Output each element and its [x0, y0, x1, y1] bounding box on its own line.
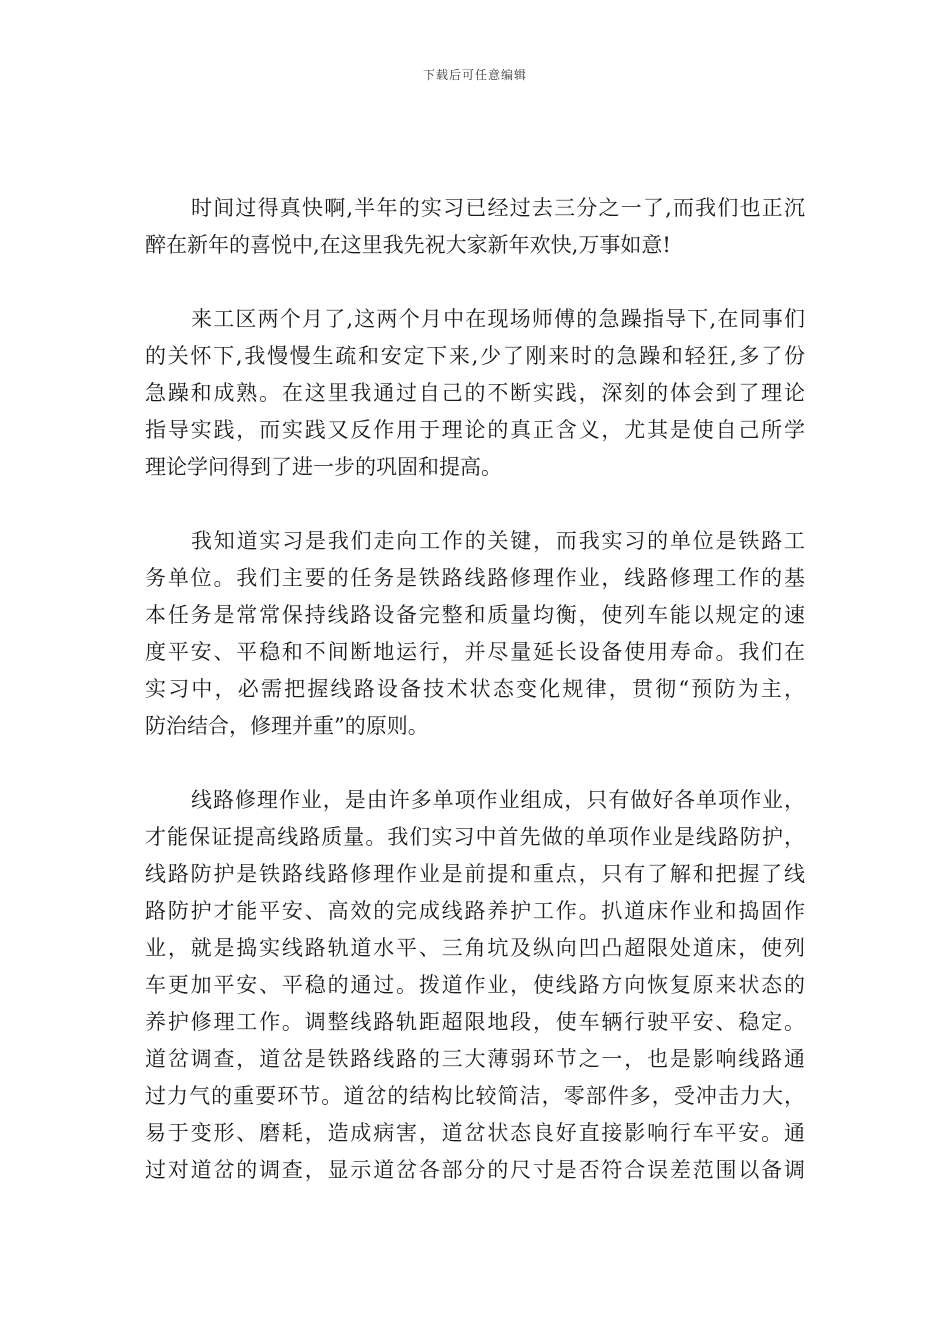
- text-line: 才能保证提高线路质量。我们实习中首先做的单项作业是线路防护，: [145, 825, 805, 849]
- document-body: [145, 190, 805, 1226]
- paragraph: [145, 301, 805, 486]
- paragraph: [145, 782, 805, 1189]
- paragraph: [145, 523, 805, 745]
- text-line: 时间过得真快啊,半年的实习已经过去三分之一了,而我们也正沉: [191, 196, 805, 220]
- text-line: 车更加平安、平稳的通过。拨道作业，使线路方向恢复原来状态的: [145, 973, 805, 997]
- text-line: 业，就是捣实线路轨道水平、三角坑及纵向凹凸超限处道床，使列: [145, 936, 805, 960]
- text-line: 易于变形、磨耗，造成病害，道岔状态良好直接影响行车平安。通: [145, 1121, 805, 1145]
- text-line: 养护修理工作。调整线路轨距超限地段，使车辆行驶平安、稳定。: [145, 1010, 805, 1034]
- text-line: 务单位。我们主要的任务是铁路线路修理作业，线路修理工作的基: [145, 566, 805, 590]
- text-line: 度平安、平稳和不间断地运行，并尽量延长设备使用寿命。我们在: [145, 640, 805, 664]
- paragraph: [145, 190, 805, 264]
- text-line: 线路修理作业，是由许多单项作业组成，只有做好各单项作业，: [191, 788, 805, 812]
- text-line: 本任务是常常保持线路设备完整和质量均衡，使列车能以规定的速: [145, 603, 805, 627]
- text-line: 线路防护是铁路线路修理作业是前提和重点，只有了解和把握了线: [145, 862, 805, 886]
- text-line: 实习中，必需把握线路设备技术状态变化规律，贯彻“预防为主，: [145, 677, 805, 701]
- text-line: 醉在新年的喜悦中,在这里我先祝大家新年欢快,万事如意!: [145, 233, 671, 257]
- text-line: 路防护才能平安、高效的完成线路养护工作。扒道床作业和捣固作: [145, 899, 805, 923]
- text-line: 过力气的重要环节。道岔的结构比较简洁，零部件多，受冲击力大，: [145, 1084, 805, 1108]
- text-line: 道岔调查，道岔是铁路线路的三大薄弱环节之一，也是影响线路通: [145, 1047, 805, 1071]
- text-line: 来工区两个月了,这两个月中在现场师傅的急躁指导下,在同事们: [191, 307, 805, 331]
- text-line: 我知道实习是我们走向工作的关键，而我实习的单位是铁路工: [191, 529, 805, 553]
- text-line: 的关怀下,我慢慢生疏和安定下来,少了刚来时的急躁和轻狂,多了份: [145, 344, 805, 368]
- page-header: 下载后可任意编辑: [422, 68, 527, 82]
- text-line: 过对道岔的调查，显示道岔各部分的尺寸是否符合误差范围以备调: [145, 1158, 805, 1182]
- text-line: 指导实践，而实践又反作用于理论的真正含义，尤其是使自己所学: [145, 418, 805, 442]
- text-line: 急躁和成熟。在这里我通过自己的不断实践，深刻的体会到了理论: [145, 381, 805, 405]
- text-line: 理论学问得到了进一步的巩固和提高。: [145, 455, 502, 479]
- text-line: 防治结合，修理并重”的原则。: [145, 714, 429, 738]
